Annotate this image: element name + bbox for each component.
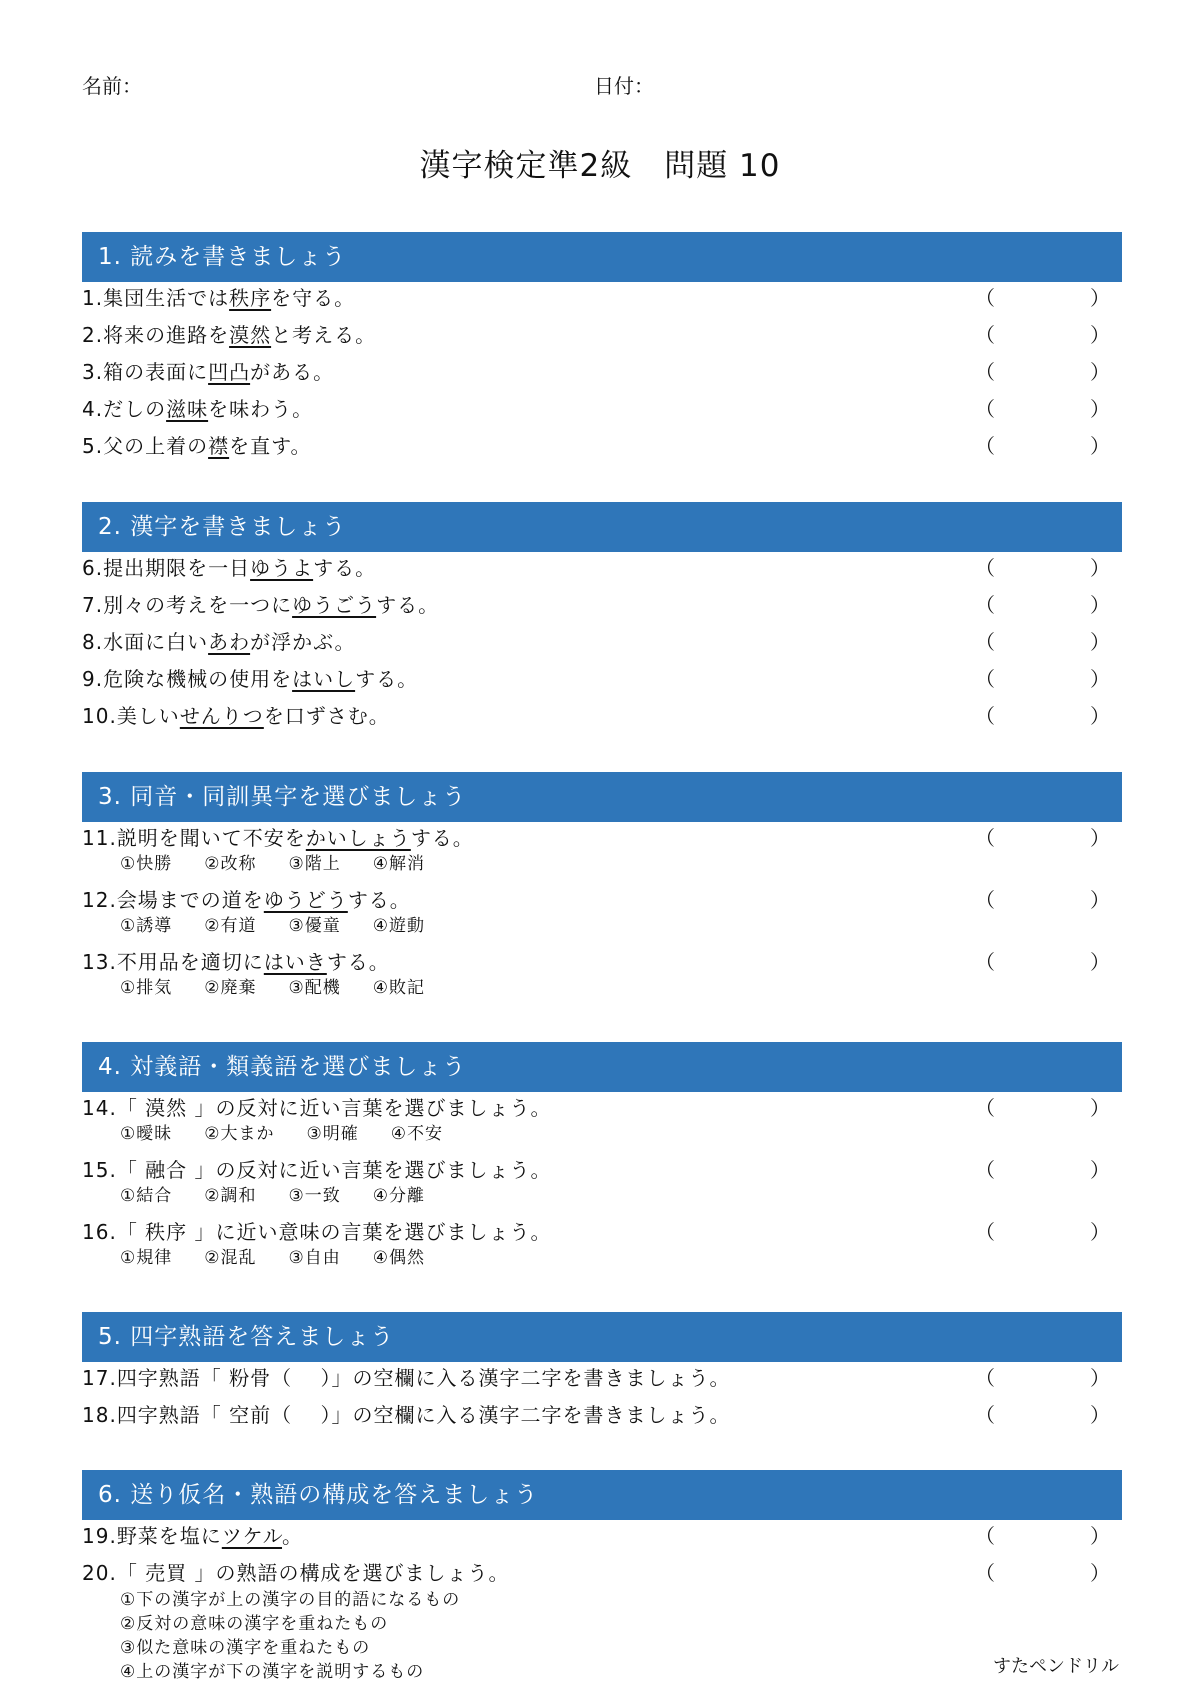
answer-open-paren: （ <box>975 1220 996 1244</box>
choice-list <box>120 1185 457 1207</box>
question-text-end: する。 <box>313 556 377 580</box>
question-text: 提出期限を一日 <box>103 556 251 580</box>
answer-close-paren: ） <box>1090 1403 1111 1427</box>
answer-close-paren: ） <box>1090 434 1111 458</box>
answer-open-paren: （ <box>975 1524 996 1548</box>
section-heading: 2. 漢字を書きましょう <box>82 502 1122 552</box>
question <box>82 1399 1122 1436</box>
question-text: 説明を聞いて不安を <box>116 826 306 850</box>
answer-open-paren: （ <box>975 704 996 728</box>
question <box>82 552 1122 589</box>
choice-option[interactable]: ④上の漢字が下の漢字を説明するもの <box>120 1662 425 1682</box>
question-text: 「 融合 」の反対に近い言葉を選びましょう。 <box>116 1158 552 1182</box>
answer-close-paren: ） <box>1090 826 1111 850</box>
question-number: 3. <box>82 360 104 384</box>
question-number: 2. <box>82 323 104 347</box>
answer-open-paren: （ <box>975 323 996 347</box>
target-word: ゆうよ <box>250 556 314 580</box>
question-number: 11. <box>82 826 117 850</box>
answer-box[interactable] <box>975 356 1111 388</box>
choice-list <box>120 915 457 937</box>
target-word: 漠然 <box>229 323 272 347</box>
answer-close-paren: ） <box>1090 360 1111 384</box>
answer-close-paren: ） <box>1090 950 1111 974</box>
answer-box[interactable] <box>975 822 1111 854</box>
answer-close-paren: ） <box>1090 704 1111 728</box>
answer-box[interactable] <box>975 589 1111 621</box>
answer-open-paren: （ <box>975 826 996 850</box>
section-heading: 1. 読みを書きましょう <box>82 232 1122 282</box>
question <box>82 356 1122 393</box>
choice-option[interactable]: ③明確 <box>306 1124 359 1144</box>
answer-close-paren: ） <box>1090 667 1111 691</box>
question-text: 集団生活では <box>103 286 230 310</box>
choice-option[interactable]: ③優童 <box>288 916 341 936</box>
answer-open-paren: （ <box>975 397 996 421</box>
answer-box[interactable] <box>975 1520 1111 1552</box>
target-word: ゆうどう <box>263 888 348 912</box>
target-word: はいき <box>263 950 327 974</box>
choice-list <box>120 1247 457 1269</box>
question-text: 「 秩序 」に近い意味の言葉を選びましょう。 <box>116 1220 552 1244</box>
section-four-character-idioms <box>82 1312 1122 1436</box>
choice-option[interactable]: ③階上 <box>288 854 341 874</box>
choice-option[interactable]: ③配機 <box>288 978 341 998</box>
question <box>82 282 1122 319</box>
question-text: 水面に白い <box>103 630 209 654</box>
question-number: 20. <box>82 1561 117 1585</box>
choice-option[interactable]: ①快勝 <box>120 854 173 874</box>
answer-close-paren: ） <box>1090 1524 1111 1548</box>
name-label: 名前： <box>82 74 142 98</box>
question-number: 14. <box>82 1096 117 1120</box>
answer-box[interactable] <box>975 946 1111 978</box>
question-text: だしの <box>103 397 167 421</box>
target-word: はいし <box>292 667 356 691</box>
answer-close-paren: ） <box>1090 1561 1111 1585</box>
page-title: 漢字検定準2級 問題 10 <box>419 148 781 184</box>
section-heading: 4. 対義語・類義語を選びましょう <box>82 1042 1122 1092</box>
question-text-end: を口ずさむ。 <box>263 704 390 728</box>
target-word: 滋味 <box>166 397 209 421</box>
question-text: 危険な機械の使用を <box>103 667 293 691</box>
question-text: 四字熟語「 空前（ ）」の空欄に入る漢字二字を書きましょう。 <box>116 1403 731 1427</box>
choice-option[interactable]: ④敗記 <box>372 978 425 998</box>
choice-list <box>120 977 457 999</box>
question <box>82 1362 1122 1399</box>
choice-option[interactable]: ④分離 <box>372 1186 425 1206</box>
answer-box[interactable] <box>975 626 1111 658</box>
answer-close-paren: ） <box>1090 1366 1111 1390</box>
answer-box[interactable] <box>975 319 1111 351</box>
question-text: 父の上着の <box>103 434 209 458</box>
target-word: ゆうごう <box>292 593 377 617</box>
question-text-end: を直す。 <box>229 434 312 458</box>
choice-option[interactable]: ①誘導 <box>120 916 173 936</box>
answer-open-paren: （ <box>975 1561 996 1585</box>
answer-open-paren: （ <box>975 434 996 458</box>
answer-close-paren: ） <box>1090 1158 1111 1182</box>
target-word: 凹凸 <box>208 360 251 384</box>
choice-option[interactable]: ①排気 <box>120 978 173 998</box>
answer-close-paren: ） <box>1090 593 1111 617</box>
answer-open-paren: （ <box>975 286 996 310</box>
answer-box[interactable] <box>975 393 1111 425</box>
choice-option[interactable]: ②有道 <box>204 916 257 936</box>
question-number: 4. <box>82 397 104 421</box>
choice-option[interactable]: ②大まか <box>204 1124 275 1144</box>
answer-open-paren: （ <box>975 1096 996 1120</box>
section-homophones <box>82 772 1122 1008</box>
answer-box[interactable] <box>975 282 1111 314</box>
target-word: ツケル <box>221 1524 283 1548</box>
question-number: 18. <box>82 1403 117 1427</box>
question-number: 12. <box>82 888 117 912</box>
question <box>82 626 1122 663</box>
question <box>82 1154 1122 1216</box>
question-number: 10. <box>82 704 117 728</box>
answer-box[interactable] <box>975 1154 1111 1186</box>
answer-open-paren: （ <box>975 667 996 691</box>
choice-option[interactable]: ②改称 <box>204 854 257 874</box>
question-text-end: がある。 <box>250 360 335 384</box>
question-number: 8. <box>82 630 104 654</box>
section-heading: 5. 四字熟語を答えましょう <box>82 1312 1122 1362</box>
answer-box[interactable] <box>975 700 1111 732</box>
question <box>82 884 1122 946</box>
section-heading: 6. 送り仮名・熟語の構成を答えましょう <box>82 1470 1122 1520</box>
question <box>82 822 1122 884</box>
question-text-end: を味わう。 <box>208 397 314 421</box>
question-text-end: が浮かぶ。 <box>250 630 356 654</box>
choice-option[interactable]: ①下の漢字が上の漢字の目的語になるもの <box>120 1590 461 1610</box>
question-number: 6. <box>82 556 104 580</box>
answer-open-paren: （ <box>975 630 996 654</box>
section-writing <box>82 502 1122 737</box>
target-word: 襟 <box>208 434 230 458</box>
choice-list <box>120 1123 475 1145</box>
question <box>82 663 1122 700</box>
question-number: 7. <box>82 593 104 617</box>
answer-close-paren: ） <box>1090 630 1111 654</box>
question <box>82 700 1122 737</box>
choice-option[interactable]: ①曖昧 <box>120 1124 173 1144</box>
question-number: 15. <box>82 1158 117 1182</box>
choice-option[interactable]: ②調和 <box>204 1186 257 1206</box>
question-text-end: 。 <box>282 1524 304 1548</box>
question <box>82 589 1122 626</box>
question <box>82 430 1122 467</box>
choice-option[interactable]: ③似た意味の漢字を重ねたもの <box>120 1638 371 1658</box>
question <box>82 1216 1122 1278</box>
question-text: 会場までの道を <box>116 888 264 912</box>
answer-box[interactable] <box>975 1557 1111 1589</box>
choice-list <box>120 853 457 875</box>
question <box>82 319 1122 356</box>
target-word: せんりつ <box>179 704 264 728</box>
question-number: 13. <box>82 950 117 974</box>
choice-option[interactable]: ④解消 <box>372 854 425 874</box>
question-text: 「 漠然 」の反対に近い言葉を選びましょう。 <box>116 1096 552 1120</box>
answer-close-paren: ） <box>1090 1096 1111 1120</box>
answer-box[interactable] <box>975 430 1111 462</box>
question-text-end: する。 <box>410 826 474 850</box>
answer-box[interactable] <box>975 1092 1111 1124</box>
question-number: 19. <box>82 1524 117 1548</box>
date-label: 日付： <box>594 74 654 98</box>
answer-box[interactable] <box>975 1399 1111 1431</box>
answer-open-paren: （ <box>975 1366 996 1390</box>
question-text: 美しい <box>116 704 180 728</box>
choice-option[interactable]: ②廃棄 <box>204 978 257 998</box>
answer-close-paren: ） <box>1090 1220 1111 1244</box>
choice-option[interactable]: ①規律 <box>120 1248 173 1268</box>
question-number: 17. <box>82 1366 117 1390</box>
answer-open-paren: （ <box>975 1403 996 1427</box>
question-text-end: する。 <box>376 593 440 617</box>
choice-option[interactable]: ④偶然 <box>372 1248 425 1268</box>
answer-close-paren: ） <box>1090 286 1111 310</box>
choice-option[interactable]: ①結合 <box>120 1186 173 1206</box>
answer-close-paren: ） <box>1090 323 1111 347</box>
question-text: 「 売買 」の熟語の構成を選びましょう。 <box>116 1561 510 1585</box>
answer-close-paren: ） <box>1090 888 1111 912</box>
answer-open-paren: （ <box>975 888 996 912</box>
answer-close-paren: ） <box>1090 397 1111 421</box>
question-text-end: を守る。 <box>271 286 356 310</box>
footer-brand: すたペンドリル <box>993 1656 1119 1677</box>
question-text: 別々の考えを一つに <box>103 593 293 617</box>
choice-option[interactable]: ③自由 <box>288 1248 341 1268</box>
answer-box[interactable] <box>975 1362 1111 1394</box>
question-text-end: する。 <box>326 950 390 974</box>
choice-option[interactable]: ②反対の意味の漢字を重ねたもの <box>120 1614 389 1634</box>
question-text: 不用品を適切に <box>116 950 264 974</box>
answer-box[interactable] <box>975 884 1111 916</box>
answer-box[interactable] <box>975 552 1111 584</box>
answer-open-paren: （ <box>975 556 996 580</box>
section-reading <box>82 232 1122 467</box>
answer-close-paren: ） <box>1090 556 1111 580</box>
target-word: かいしょう <box>305 826 411 850</box>
question-number: 16. <box>82 1220 117 1244</box>
question <box>82 1520 1122 1557</box>
question-text-end: する。 <box>347 888 411 912</box>
section-antonyms-synonyms <box>82 1042 1122 1278</box>
question-text-end: と考える。 <box>271 323 377 347</box>
answer-box[interactable] <box>975 663 1111 695</box>
choice-option[interactable]: ④遊動 <box>372 916 425 936</box>
answer-open-paren: （ <box>975 950 996 974</box>
question-text: 将来の進路を <box>103 323 230 347</box>
choice-option[interactable]: ④不安 <box>390 1124 443 1144</box>
target-word: あわ <box>208 630 251 654</box>
choice-list <box>120 1588 840 1684</box>
question <box>82 1092 1122 1154</box>
question-text: 野菜を塩に <box>116 1524 222 1548</box>
question-text: 四字熟語「 粉骨（ ）」の空欄に入る漢字二字を書きましょう。 <box>116 1366 731 1390</box>
question <box>82 946 1122 1008</box>
section-heading: 3. 同音・同訓異字を選びましょう <box>82 772 1122 822</box>
answer-box[interactable] <box>975 1216 1111 1248</box>
question-number: 5. <box>82 434 104 458</box>
choice-option[interactable]: ③一致 <box>288 1186 341 1206</box>
answer-open-paren: （ <box>975 360 996 384</box>
question-number: 9. <box>82 667 104 691</box>
choice-option[interactable]: ②混乱 <box>204 1248 257 1268</box>
answer-open-paren: （ <box>975 1158 996 1182</box>
question-text: 箱の表面に <box>103 360 209 384</box>
answer-open-paren: （ <box>975 593 996 617</box>
target-word: 秩序 <box>229 286 272 310</box>
question <box>82 393 1122 430</box>
question-text-end: する。 <box>355 667 419 691</box>
question-number: 1. <box>82 286 104 310</box>
